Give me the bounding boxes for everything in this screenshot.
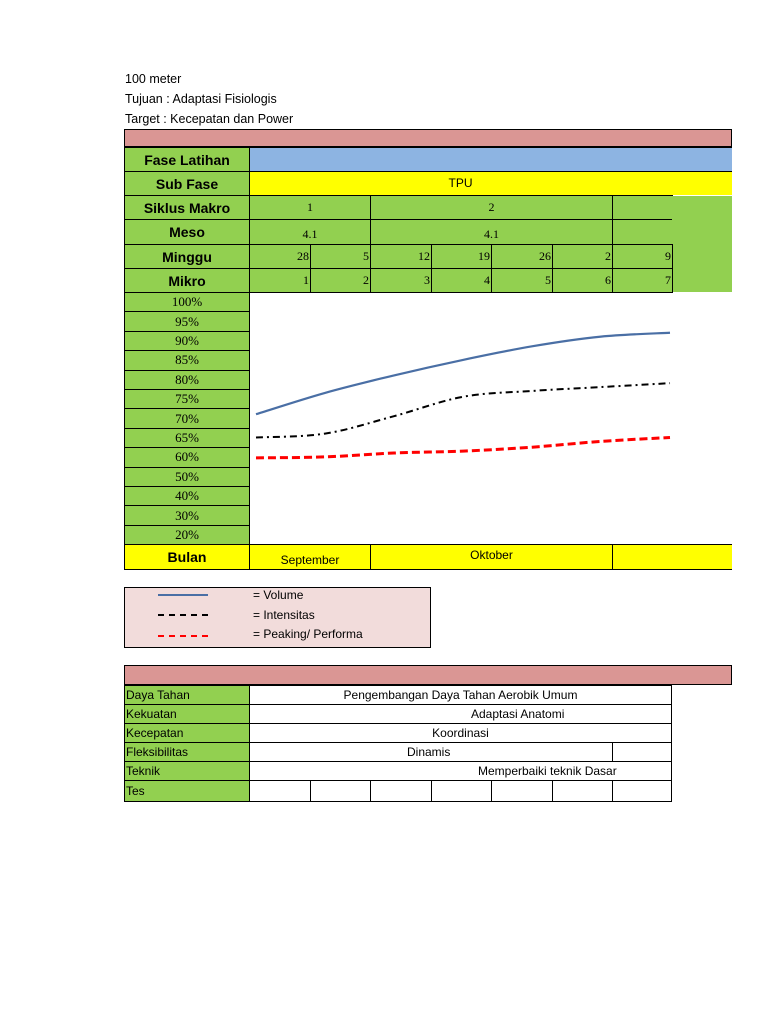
header-goal: Tujuan : Adaptasi Fisiologis xyxy=(125,92,277,106)
mikro-cell: 1 xyxy=(249,268,311,293)
component-label-daya-tahan: Daya Tahan xyxy=(124,685,250,705)
sub-fase-value: TPU xyxy=(249,171,672,196)
right-green-block xyxy=(672,196,732,292)
tes-cell xyxy=(612,780,672,802)
mikro-cell: 2 xyxy=(310,268,371,293)
minggu-cell: 9 xyxy=(612,244,673,269)
row-label-bulan: Bulan xyxy=(124,544,250,570)
mikro-cell: 6 xyxy=(552,268,613,293)
header-distance: 100 meter xyxy=(125,72,182,86)
component-value-daya-tahan: Pengembangan Daya Tahan Aerobik Umum xyxy=(249,685,672,705)
meso-3 xyxy=(612,219,673,245)
minggu-cell: 5 xyxy=(310,244,371,269)
tes-cell xyxy=(552,780,613,802)
legend-box xyxy=(124,587,431,648)
mikro-cell: 3 xyxy=(370,268,432,293)
siklus-makro-3 xyxy=(612,195,673,220)
component-value-fleksibilitas: Dinamis xyxy=(249,742,613,762)
percent-cell: 80% xyxy=(124,370,250,390)
minggu-cell: 26 xyxy=(491,244,553,269)
percent-cell: 85% xyxy=(124,350,250,370)
legend-peaking-line xyxy=(158,635,208,637)
minggu-cell: 2 xyxy=(552,244,613,269)
row-label-fase-latihan: Fase Latihan xyxy=(124,147,250,172)
percent-cell: 70% xyxy=(124,408,250,428)
series-line-volume xyxy=(256,333,670,414)
component-label-kecepatan: Kecepatan xyxy=(124,723,250,743)
mikro-cell: 4 xyxy=(431,268,492,293)
meso-2: 4.1 xyxy=(370,219,613,245)
percent-cell: 60% xyxy=(124,447,250,467)
percent-cell: 90% xyxy=(124,331,250,351)
legend-volume-label: = Volume xyxy=(253,588,304,602)
bulan-next xyxy=(612,544,732,570)
minggu-cell: 28 xyxy=(249,244,311,269)
components-band xyxy=(124,665,732,685)
fleksibilitas-extra-cell xyxy=(612,742,672,762)
siklus-makro-1: 1 xyxy=(249,195,371,220)
minggu-cell: 19 xyxy=(431,244,492,269)
legend-intensitas-line xyxy=(158,614,208,616)
minggu-cell: 12 xyxy=(370,244,432,269)
tes-cell xyxy=(370,780,432,802)
percent-cell: 20% xyxy=(124,525,250,545)
legend-peaking-label: = Peaking/ Performa xyxy=(253,627,363,641)
sub-fase-extension xyxy=(671,172,732,195)
legend-volume-line xyxy=(158,594,208,596)
meso-1: 4.1 xyxy=(249,219,371,245)
tes-cell xyxy=(491,780,553,802)
siklus-makro-2: 2 xyxy=(370,195,613,220)
component-value-teknik: Memperbaiki teknik Dasar xyxy=(249,761,672,781)
component-label-tes: Tes xyxy=(124,780,250,802)
percent-cell: 65% xyxy=(124,428,250,448)
percent-cell: 40% xyxy=(124,486,250,506)
component-label-teknik: Teknik xyxy=(124,761,250,781)
component-label-fleksibilitas: Fleksibilitas xyxy=(124,742,250,762)
row-label-siklus-makro: Siklus Makro xyxy=(124,195,250,220)
load-chart xyxy=(250,292,672,545)
series-line-peaking-performa xyxy=(256,438,670,458)
series-line-intensitas xyxy=(256,383,670,437)
percent-cell: 50% xyxy=(124,467,250,487)
percent-cell: 95% xyxy=(124,311,250,331)
percent-cell: 30% xyxy=(124,505,250,525)
row-label-sub-fase: Sub Fase xyxy=(124,171,250,196)
percent-cell: 100% xyxy=(124,292,250,312)
tes-cell xyxy=(431,780,492,802)
top-band xyxy=(124,129,732,147)
mikro-cell: 7 xyxy=(612,268,673,293)
bulan-september: September xyxy=(249,544,371,570)
fase-latihan-value xyxy=(249,147,732,172)
percent-cell: 75% xyxy=(124,389,250,409)
component-value-kekuatan: Adaptasi Anatomi xyxy=(249,704,672,724)
component-label-kekuatan: Kekuatan xyxy=(124,704,250,724)
component-value-kecepatan: Koordinasi xyxy=(249,723,672,743)
bulan-oktober: Oktober xyxy=(370,544,613,570)
tes-cell xyxy=(249,780,311,802)
row-label-meso: Meso xyxy=(124,219,250,245)
tes-cell xyxy=(310,780,371,802)
row-label-minggu: Minggu xyxy=(124,244,250,269)
legend-intensitas-label: = Intensitas xyxy=(253,608,315,622)
mikro-cell: 5 xyxy=(491,268,553,293)
row-label-mikro: Mikro xyxy=(124,268,250,293)
header-target: Target : Kecepatan dan Power xyxy=(125,112,294,126)
